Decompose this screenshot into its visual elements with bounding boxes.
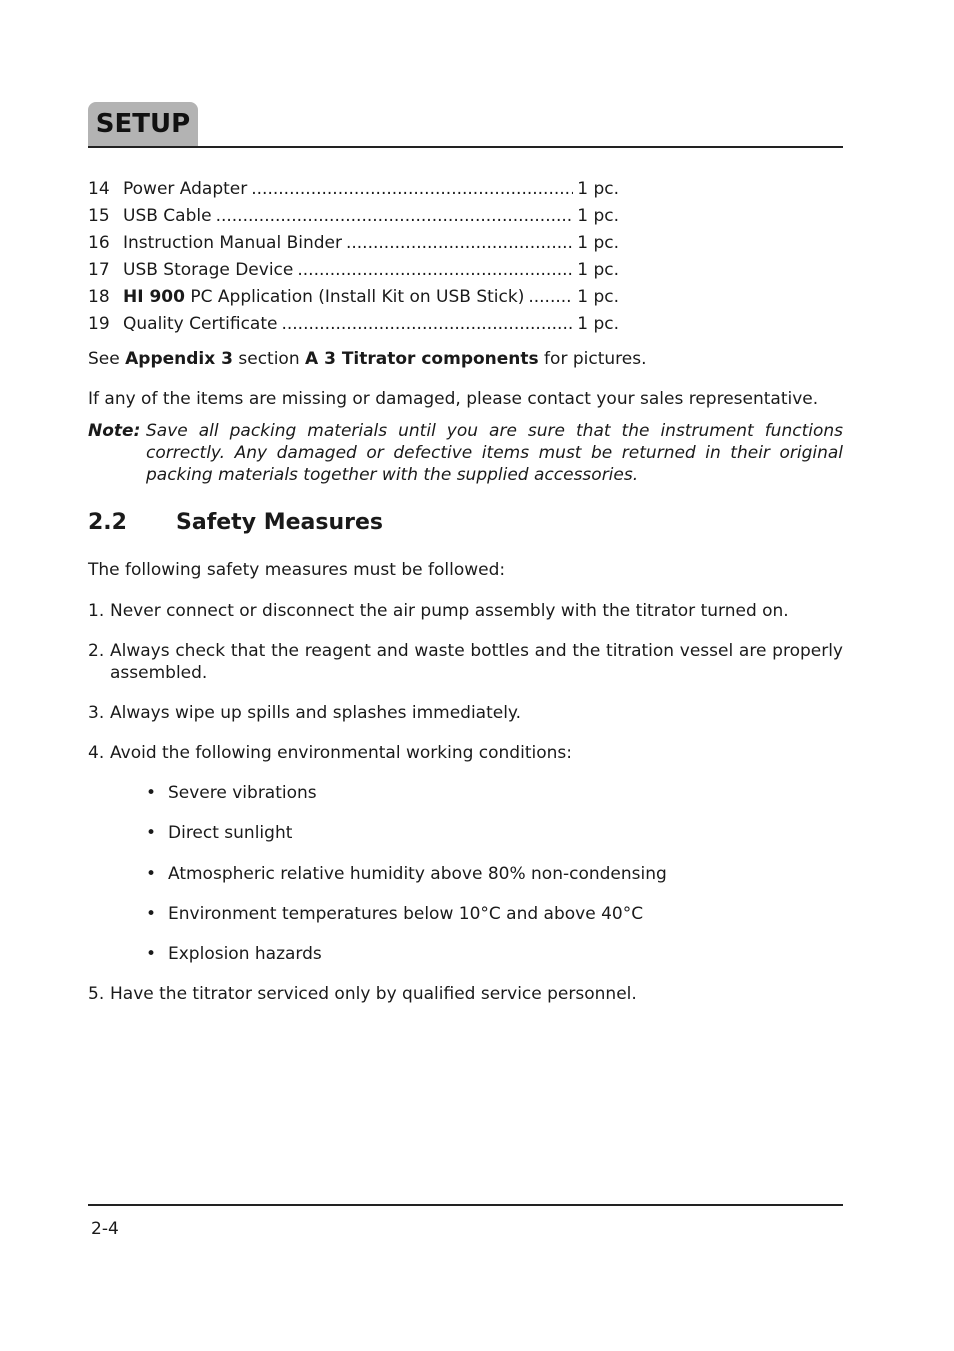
item-number: 19 — [88, 314, 110, 334]
bullet-icon: • — [146, 944, 157, 964]
step-text: Have the titrator serviced only by qualified service personnel. — [110, 984, 637, 1004]
step-text: Always check that the reagent and waste bottles and the titration vessel are properly assembled. — [110, 641, 843, 683]
packing-list-item — [88, 178, 619, 200]
packing-list-item — [88, 286, 619, 308]
item-name: USB Cable — [123, 206, 212, 226]
bullet-icon: • — [146, 783, 157, 803]
item-number: 14 — [88, 179, 110, 199]
section-number: 2.2 — [88, 510, 127, 535]
item-number: 17 — [88, 260, 110, 280]
step-number: 4. — [88, 743, 105, 763]
item-quantity: 1 pc. — [577, 179, 619, 199]
packing-list-item — [88, 205, 619, 227]
condition-item: • Environment temperatures below 10°C and above 40°C — [146, 904, 644, 924]
step-number: 2. — [88, 641, 105, 661]
bullet-icon: • — [146, 904, 157, 924]
condition-item: • Explosion hazards — [146, 944, 322, 964]
condition-item: • Atmospheric relative humidity above 80% non-condensing — [146, 864, 667, 884]
chapter-title: SETUP — [88, 102, 198, 147]
condition-item: • Severe vibrations — [146, 783, 317, 803]
missing-items-text: If any of the items are missing or damaged, please contact your sales representative. — [88, 389, 819, 409]
item-quantity: 1 pc. — [577, 233, 619, 253]
intro-text: The following safety measures must be followed: — [88, 560, 506, 580]
item-number: 16 — [88, 233, 110, 253]
step-number: 5. — [88, 984, 105, 1004]
note-text: Save all packing materials until you are sure that the instrument functions correctly. Any damaged or defective items must be returned in their original packing materials together with the supplied accessories. — [146, 421, 843, 485]
bullet-icon: • — [146, 864, 157, 884]
item-name: Quality Certificate — [123, 314, 278, 334]
packing-list-item — [88, 313, 619, 335]
item-name: Instruction Manual Binder — [123, 233, 342, 253]
appendix-reference: See Appendix 3 section A 3 Titrator components for pictures. — [88, 349, 647, 369]
step-number: 1. — [88, 601, 105, 621]
section-title: Safety Measures — [176, 510, 383, 535]
item-quantity: 1 pc. — [577, 314, 619, 334]
dot-leader — [251, 178, 573, 200]
item-number: 18 — [88, 287, 110, 307]
dot-leader — [528, 286, 573, 308]
step-text: Avoid the following environmental working conditions: — [110, 743, 572, 763]
note-label: Note: — [88, 421, 141, 441]
step-text: Always wipe up spills and splashes immediately. — [110, 703, 521, 723]
safety-step — [88, 702, 843, 724]
bullet-icon: • — [146, 823, 157, 843]
condition-item: • Direct sunlight — [146, 823, 293, 843]
dot-leader — [346, 232, 573, 254]
item-name: HI 900 PC Application (Install Kit on USB Stick) — [123, 287, 525, 307]
item-quantity: 1 pc. — [577, 260, 619, 280]
dot-leader — [281, 313, 573, 335]
step-number: 3. — [88, 703, 105, 723]
item-quantity: 1 pc. — [577, 287, 619, 307]
item-number: 15 — [88, 206, 110, 226]
dot-leader — [216, 205, 574, 227]
page-number: 2-4 — [91, 1219, 119, 1239]
item-name: Power Adapter — [123, 179, 248, 199]
safety-step — [88, 742, 843, 764]
item-quantity: 1 pc. — [577, 206, 619, 226]
safety-step — [88, 983, 843, 1005]
step-text: Never connect or disconnect the air pump assembly with the titrator turned on. — [110, 601, 789, 621]
item-name: USB Storage Device — [123, 260, 294, 280]
packing-list-item — [88, 259, 619, 281]
safety-step — [88, 600, 843, 622]
footer-divider — [88, 1204, 843, 1206]
header-divider — [88, 146, 843, 148]
safety-step — [88, 640, 843, 684]
dot-leader — [297, 259, 573, 281]
packing-list-item — [88, 232, 619, 254]
